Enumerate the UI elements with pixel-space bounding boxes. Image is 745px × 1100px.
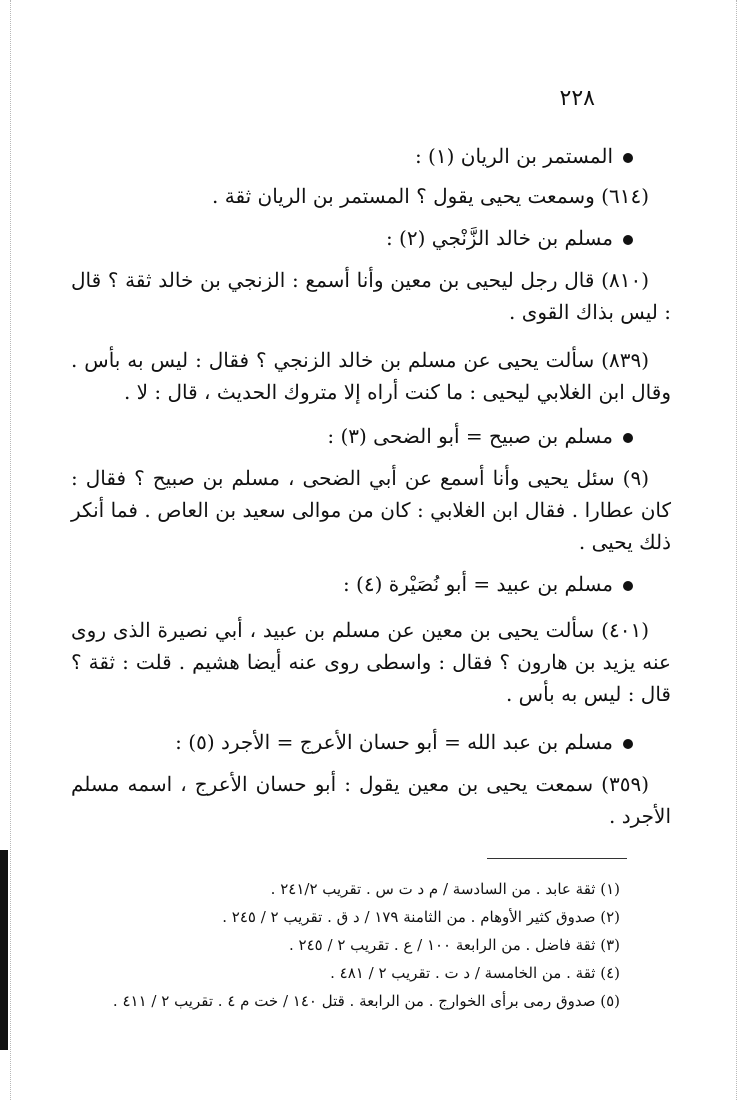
heading-text: مسلم بن عبد الله = أبو حسان الأعرج = الأجرد (٥) : <box>175 730 613 754</box>
heading-text: مسلم بن صبيح = أبو الضحى (٣) : <box>327 424 613 448</box>
paragraph-text: (٣٥٩) سمعت يحيى بن معين يقول : أبو حسان الأعرج ، اسمه مسلم الأجرد . <box>71 772 671 828</box>
footnotes <box>60 875 620 1015</box>
heading-text: المستمر بن الريان (١) : <box>414 144 613 168</box>
bullet-icon <box>623 739 633 749</box>
paragraph-text: (٨١٠) قال رجل ليحيى بن معين وأنا أسمع : الزنجي بن خالد ثقة ؟ قال : ليس بذاك القوى . <box>71 268 671 324</box>
entry-paragraph <box>71 768 671 832</box>
footnote-1: (١) ثقة عابد . من السادسة / م د ت س . تقريب ٢٤١/٢ . <box>270 880 620 898</box>
bullet-icon <box>623 581 633 591</box>
entry-heading <box>343 568 633 600</box>
footnote-5: (٥) صدوق رمى برأى الخوارج . من الرابعة . قتل ١٤٠ / خت م ٤ . تقريب ٢ / ٤١١ . <box>112 992 620 1010</box>
entry-paragraph <box>71 614 671 710</box>
binding-shadow <box>0 850 8 1050</box>
paragraph-text: (٤٠١) سألت يحيى بن معين عن مسلم بن عبيد ، أبي نصيرة الذى روى عنه يزيد بن هارون ؟ فقال : واسطى روى عنه أيضا هشيم . قلت : ثقة ؟ قال : ليس به بأس . <box>71 618 671 706</box>
entry-paragraph <box>71 462 671 558</box>
footnote-4: (٤) ثقة . من الخامسة / د ت . تقريب ٢ / ٤٨١ . <box>330 964 620 982</box>
page-number: ٢٢٨ <box>559 86 595 111</box>
paragraph-text: (٨٣٩) سألت يحيى عن مسلم بن خالد الزنجي ؟ فقال : ليس به بأس . وقال ابن الغلابي ليحيى : ما كنت أراه إلا متروك الحديث ، قال : لا . <box>71 348 671 404</box>
entry-heading <box>327 420 633 452</box>
heading-text: مسلم بن خالد الزَّنْجي (٢) : <box>385 226 613 250</box>
footnote-3: (٣) ثقة فاضل . من الرابعة ١٠٠ / ع . تقريب ٢ / ٢٤٥ . <box>289 936 620 954</box>
bullet-icon <box>623 153 633 163</box>
entry-paragraph <box>71 180 671 212</box>
heading-text: مسلم بن عبيد = أبو نُصَيْرة (٤) : <box>342 572 613 596</box>
entry-heading <box>415 140 633 172</box>
bullet-icon <box>623 433 633 443</box>
entry-paragraph <box>71 264 671 328</box>
footnote-2: (٢) صدوق كثير الأوهام . من الثامنة ١٧٩ / د ق . تقريب ٢ / ٢٤٥ . <box>222 908 620 926</box>
paragraph-text: (٦١٤) وسمعت يحيى يقول ؟ المستمر بن الريان ثقة . <box>212 184 649 208</box>
footnote-divider <box>487 858 627 859</box>
entry-paragraph <box>71 344 671 408</box>
scan-edge-right <box>736 0 737 1100</box>
entry-heading <box>386 222 633 254</box>
entry-heading <box>175 726 633 758</box>
paragraph-text: (٩) سئل يحيى وأنا أسمع عن أبي الضحى ، مسلم بن صبيح ؟ فقال : كان عطارا . فقال ابن الغلابي : كان من موالى سعيد بن العاص . فما أنكر ذلك يحيى . <box>71 466 671 554</box>
scan-edge-left <box>10 0 11 1100</box>
bullet-icon <box>623 235 633 245</box>
